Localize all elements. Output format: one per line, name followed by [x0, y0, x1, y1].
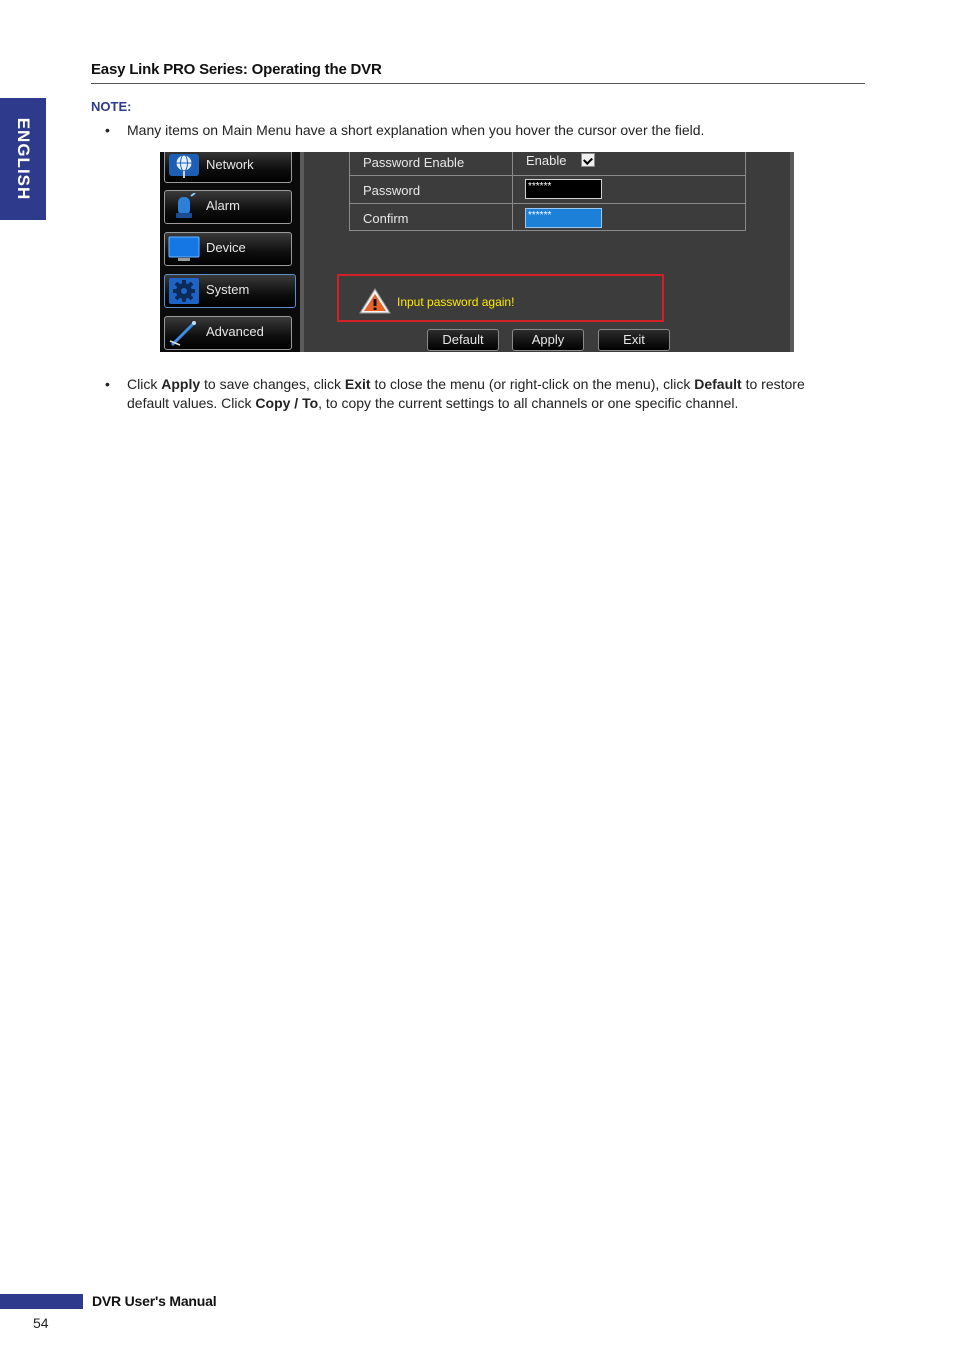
menu-label-network: Network: [206, 157, 254, 172]
note-text: Many items on Main Menu have a short explanation when you hover the cursor over the field.: [127, 122, 705, 138]
text-run: to close the menu (or right-click on the menu), click: [370, 376, 695, 392]
text-run: , to copy the current settings to all channels or one specific channel.: [318, 395, 739, 411]
text-run: to save changes, click: [200, 376, 345, 392]
menu-button-device[interactable]: [164, 232, 292, 266]
page-number: 54: [33, 1315, 49, 1331]
row-label: Password Enable: [363, 155, 465, 170]
footer-bar: [0, 1294, 83, 1309]
alert-text: Input password again!: [397, 295, 515, 309]
table-row-password: [350, 176, 745, 204]
menu-label-device: Device: [206, 240, 246, 255]
menu-button-network[interactable]: [164, 152, 292, 183]
text-run: to restore default values. Click: [127, 376, 805, 411]
dvr-menu-sidebar: [160, 152, 300, 352]
menu-button-alarm[interactable]: [164, 190, 292, 224]
dvr-screenshot: [160, 152, 794, 352]
password-field[interactable]: ******: [525, 179, 602, 199]
row-label: Confirm: [363, 211, 409, 226]
footer-title: DVR User's Manual: [92, 1293, 217, 1309]
language-tab-label: ENGLISH: [14, 117, 33, 201]
siren-icon: [168, 193, 200, 221]
gear-icon: [168, 277, 200, 305]
row-label: Password: [363, 183, 421, 198]
term-exit: Exit: [344, 376, 371, 392]
menu-label-alarm: Alarm: [206, 198, 240, 213]
dvr-right-edge: [790, 152, 794, 352]
password-enable-select[interactable]: Enable: [526, 153, 567, 168]
menu-button-advanced[interactable]: [164, 316, 292, 350]
note-label: NOTE:: [91, 99, 132, 114]
apply-button[interactable]: Apply: [512, 329, 584, 351]
password-settings-table: [349, 152, 746, 231]
exit-button[interactable]: Exit: [598, 329, 670, 351]
bullet-marker: •: [105, 376, 110, 392]
menu-label-advanced: Advanced: [206, 324, 264, 339]
header-rule: [91, 83, 865, 84]
chevron-down-icon[interactable]: [581, 153, 595, 167]
default-button[interactable]: Default: [427, 329, 499, 351]
monitor-icon: [168, 235, 200, 263]
alert-message-box: [337, 274, 664, 322]
menu-label-system: System: [206, 282, 250, 297]
dvr-settings-panel: [304, 152, 790, 352]
warning-icon: [359, 288, 391, 314]
term-default: Default: [694, 376, 742, 392]
header-title: Easy Link PRO Series: Operating the DVR: [91, 61, 382, 78]
instructions-text: [127, 375, 847, 413]
term-copy-to: Copy / To: [255, 395, 319, 411]
menu-button-system[interactable]: [164, 274, 296, 308]
globe-icon: [168, 152, 200, 180]
table-row-password-enable: [350, 152, 745, 176]
wand-icon: [168, 319, 200, 347]
table-row-confirm: [350, 204, 745, 232]
confirm-password-field[interactable]: ******: [525, 208, 602, 228]
bullet-marker: •: [105, 122, 110, 138]
text-run: Click: [127, 376, 162, 392]
term-apply: Apply: [161, 376, 201, 392]
language-tab: [0, 98, 46, 220]
